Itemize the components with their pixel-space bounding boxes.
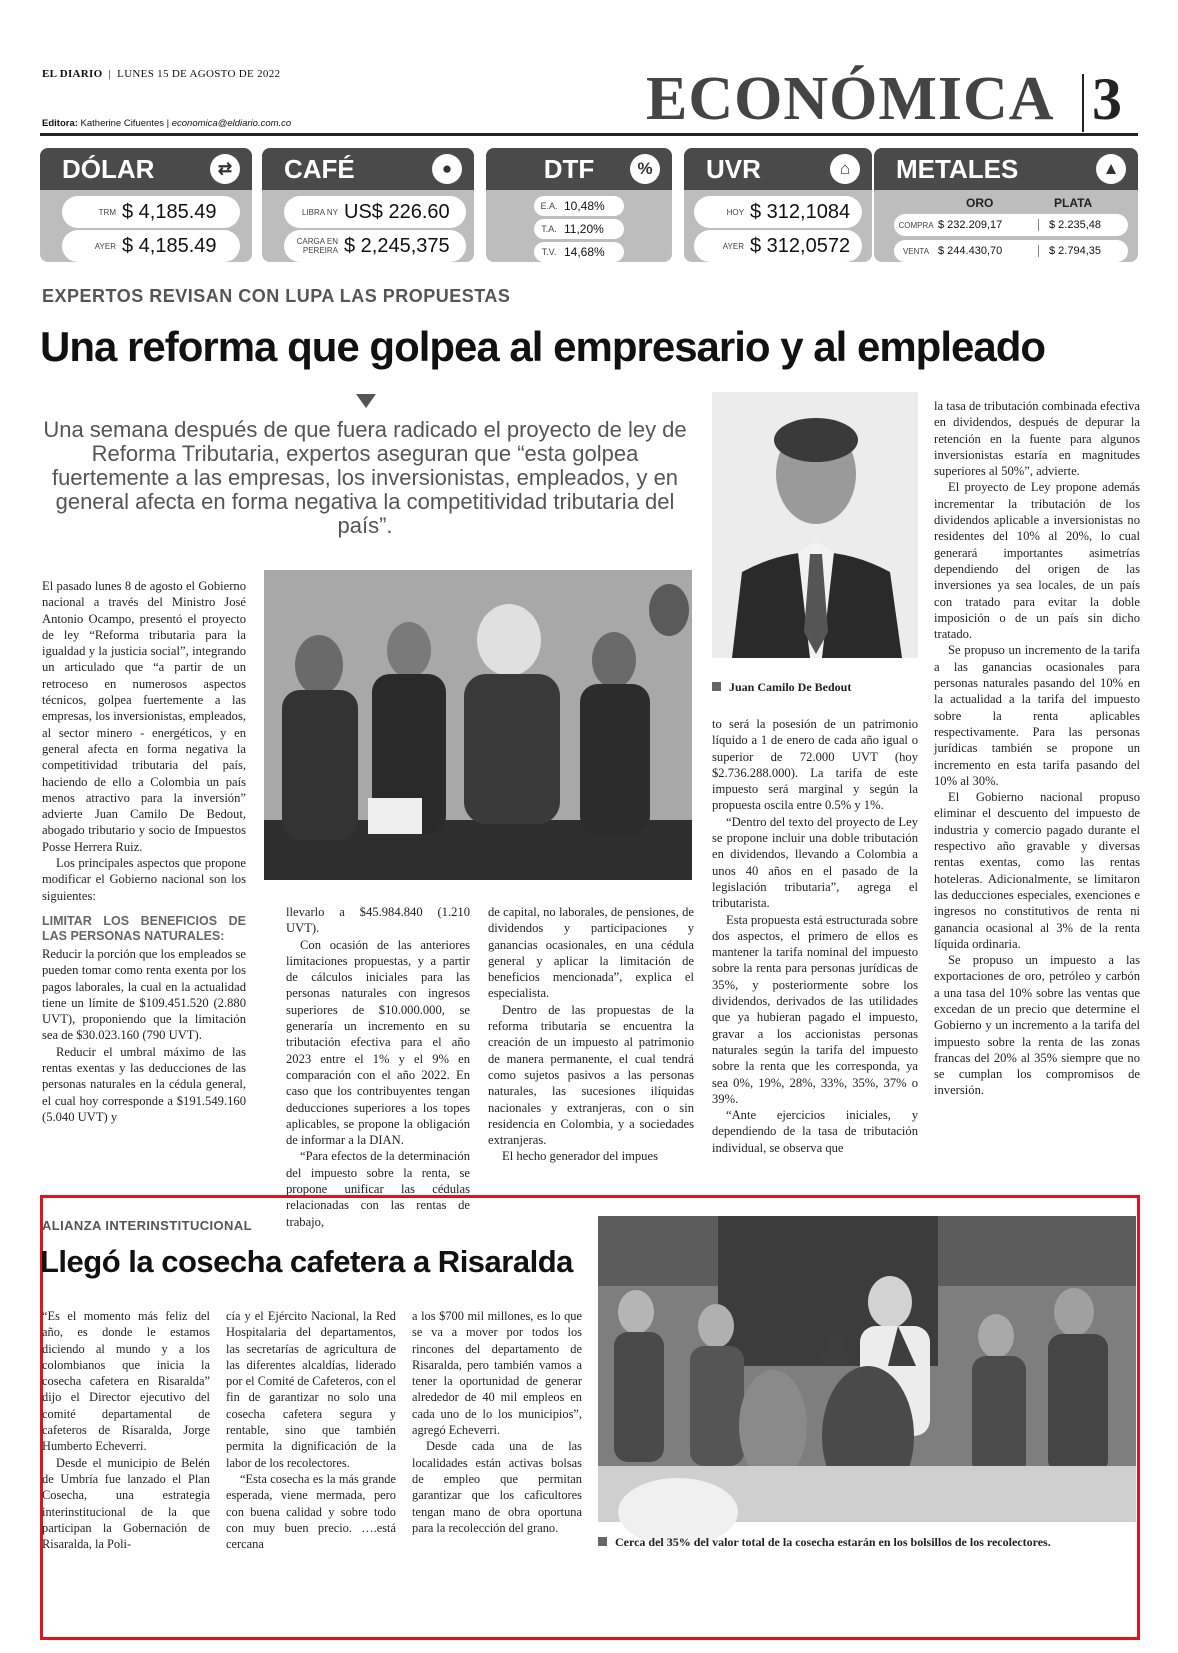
dolar-ayer-value: $ 4,185.49 bbox=[122, 234, 217, 257]
main-paragraph: Se propuso un impuesto a las exportaciones de oro, petróleo y carbón a una tasa del 10% sobre las ventas que excedan de un precio que determine el Gobierno y un incremento a la tarifa del impuesto sobre la renta de las zonas francas del 20% al 35% siempre que no se cumplan los compromisos de inversión. bbox=[934, 953, 1140, 1098]
editor-email-link[interactable]: economica@eldiario.com.co bbox=[171, 118, 292, 129]
dtf-row-ea bbox=[534, 196, 624, 216]
dolar-title: DÓLAR bbox=[62, 154, 155, 184]
metales-venta-oro: $ 244.430,70 bbox=[938, 245, 1003, 257]
main-paragraph: to será la posesión de un patrimonio líquido a 1 de enero de cada año igual o superior de 72.000 UVT (hoy $2.736.288.000). La tarifa de este impuesto será marginal y según la propuesta oscila entre 0.5% y 1%. bbox=[712, 717, 918, 813]
metales-row-compra bbox=[894, 214, 1128, 236]
uvr-hoy-label: HOY bbox=[726, 207, 744, 217]
newspaper-name: EL DIARIO bbox=[42, 68, 103, 80]
dolar-trm-value: $ 4,185.49 bbox=[122, 200, 217, 223]
main-paragraph: Reducir el umbral máximo de las rentas exentas y las deducciones de las personas naturales en la cédula general, el cual hoy corresponde a $191.549.160 (5.040 UVT) y bbox=[42, 1044, 246, 1124]
coffee-bean-icon: ● bbox=[432, 154, 462, 184]
main-kicker: EXPERTOS REVISAN CON LUPA LAS PROPUESTAS bbox=[42, 286, 511, 306]
dolar-ayer-label: AYER bbox=[94, 241, 116, 251]
page-number: 3 bbox=[1092, 66, 1122, 132]
issue-date: LUNES 15 DE AGOSTO DE 2022 bbox=[117, 68, 281, 80]
portrait-photo bbox=[712, 392, 918, 658]
main-column-5 bbox=[934, 398, 1140, 1198]
dolar-trm-label: TRM bbox=[98, 207, 116, 217]
metales-title: METALES bbox=[896, 154, 1019, 184]
main-column-4 bbox=[712, 716, 918, 1198]
harvest-photo-caption-text: Cerca del 35% del valor total de la cosecha estarán en los bolsillos de los recolectores. bbox=[615, 1535, 1051, 1549]
main-paragraph: de capital, no laborales, de pensiones, de dividendos y participaciones y ganancias ocasionales, en una cédula general y aplicar la limitación de beneficios mencionada”, explica el especialista. bbox=[488, 905, 694, 1001]
main-paragraph: Esta propuesta está estructurada sobre dos aspectos, el primero de ellos es mantener la tarifa nominal del impuesto sobre la renta para personas jurídicas de 35%, y posteriormente sobre los dividendos, derivados de las utilidades que ya hubieran pagado el impuesto, gravar a los accionistas personas naturales según la tarifa del impuesto sobre la renta que les corresponda, ya sea 0%, 19%, 28%, 33%, 35%, 37% o 39%. bbox=[712, 912, 918, 1106]
main-paragraph: El pasado lunes 8 de agosto el Gobierno nacional a través del Ministro José Antonio Ocampo, presentó el proyecto de ley “Reforma tributaria para la igualdad y la justicia social”, integrando un articulado que “a partir de un retroceso en numerosos aspectos técnicos, golpea fuertemente a las empresas, los inversionistas, empleados, al sector minero - energéticos, y en general afecta en forma negativa la competitividad tributaria del país, haciendo de ello a Colombia un país menos atractivo para la inversión” advierte Juan Camilo De Bedout, abogado tributario y socio de Impuestos Posse Herrera Ruiz. bbox=[42, 579, 246, 854]
second-headline: Llegó la cosecha cafetera a Risaralda bbox=[40, 1244, 573, 1279]
portrait-photo-art bbox=[712, 392, 918, 658]
metales-oro-header: ORO bbox=[966, 196, 994, 210]
reform-signing-photo bbox=[264, 570, 692, 880]
main-paragraph: la tasa de tributación combinada efectiva en dividendos, después de depurar la retención en la fuente para algunos inversionistas estaría en magnitudes superiores al 50%”, advierte. bbox=[934, 399, 1140, 479]
second-paragraph: a los $700 mil millones, es lo que se va a mover por todos los rincones del departamento de Risaralda, pero también vamos a tener la oportunidad de generar alrededor de 40 mil empleos en cada uno de lo los municipios”, agregó Echeverri. bbox=[412, 1309, 582, 1438]
main-headline: Una reforma que golpea al empresario y al empleado bbox=[40, 323, 1046, 370]
editor-label: Editora: bbox=[42, 118, 78, 129]
main-paragraph: Con ocasión de las anteriores limitaciones propuestas, y a partir de cálculos iniciales para las personas naturales con ingresos superiores de $10.000.000, se generaría un incremento en su tributación efectiva para el año 2023 entre el 1% y el 9% en comparación con el año 2022. En caso que los contribuyentes tengan deducciones superiores a los topes aplicables, se propone la obligación de informar a la DIAN. bbox=[286, 937, 470, 1148]
harvest-riders-photo-art bbox=[598, 1216, 1136, 1522]
harvest-photo-caption bbox=[598, 1534, 1136, 1550]
cafe-carga-label: CARGA EN PEREIRA bbox=[296, 237, 338, 255]
dolar-row-ayer bbox=[62, 230, 240, 262]
metales-venta-label: VENTA bbox=[902, 246, 930, 256]
main-paragraph: “Para efectos de la determinación del impuesto sobre la renta, se propone unificar las cédulas relacionadas con las rentas de trabajo, bbox=[286, 1149, 470, 1229]
dtf-ea-label: E.A. bbox=[540, 201, 558, 211]
main-paragraph: El proyecto de Ley propone además incrementar la tributación de los dividendos aplicable a inversionistas no residentes del 10% al 20%, lo cual generará importantes asimetrías dependiendo del origen de las inversiones ya sea locales, de un país con tratado para evitar la doble imposición o de un país sin dicho tratado. bbox=[934, 480, 1140, 642]
uvr-hoy-value: $ 312,1084 bbox=[750, 200, 851, 223]
uvr-ayer-value: $ 312,0572 bbox=[750, 234, 851, 257]
main-column-1 bbox=[42, 578, 246, 1198]
harvest-riders-photo bbox=[598, 1216, 1136, 1522]
cafe-carga-value: $ 2,245,375 bbox=[344, 234, 450, 257]
portrait-caption-text: Juan Camilo De Bedout bbox=[729, 680, 852, 694]
metales-compra-oro: $ 232.209,17 bbox=[938, 219, 1003, 231]
second-kicker: ALIANZA INTERINSTITUCIONAL bbox=[42, 1218, 252, 1233]
metales-compra-label: COMPRA bbox=[898, 220, 934, 230]
metales-venta-plata: $ 2.794,35 bbox=[1038, 245, 1118, 257]
metales-compra-plata: $ 2.235,48 bbox=[1038, 219, 1118, 231]
masthead-date-line: EL DIARIO | LUNES 15 DE AGOSTO DE 2022 bbox=[42, 68, 281, 80]
section-title: ECONÓMICA bbox=[646, 65, 1055, 133]
cafe-row-carga bbox=[284, 230, 466, 262]
second-paragraph: Desde cada una de las localidades están activas bolsas de empleo que permitan garantizar que los caficultores tengan mano de obra oportuna para la recolección del grano. bbox=[412, 1439, 582, 1535]
cafe-row-libra bbox=[284, 196, 466, 228]
percent-icon: % bbox=[630, 154, 660, 184]
main-paragraph: llevarlo a $45.984.840 (1.210 UVT). bbox=[286, 905, 470, 936]
dolar-header bbox=[40, 148, 252, 190]
main-paragraph: El Gobierno nacional propuso eliminar el descuento del impuesto de industria y comercio pagado durante el respectivo año gravable y diversas rentas exentas, como las rentas hoteleras. Adicionalmente, se limitaron las deducciones especiales, exenciones e ingresos no constitutivos de renta ni ganancia ocasional al 3% de la renta líquida ordinaria. bbox=[934, 790, 1140, 951]
second-paragraph: cía y el Ejército Nacional, la Red Hospitalaria del departamentos, las secretarías de agricultura de las diferentes alcaldías, liderado por el Comité de Cafeteros, con el fin de garantizar no solo una cosecha cafetera segura y rentable, sino que también permita la dignificación de la labor de los recolectores. bbox=[226, 1309, 396, 1470]
portrait-caption bbox=[712, 680, 851, 695]
second-paragraph: “Esta cosecha es la más grande esperada, viene mermada, pero con buena calidad y sobre todo con muy buen precio. ….está cercana bbox=[226, 1471, 396, 1552]
main-paragraph: El hecho generador del impues bbox=[502, 1149, 658, 1164]
dtf-ea-value: 10,48% bbox=[564, 199, 605, 213]
gold-bars-icon: ▲ bbox=[1096, 154, 1126, 184]
dtf-row-tv bbox=[534, 242, 624, 262]
editor-line: Editora: Katherine Cifuentes | economica@eldiario.com.co bbox=[42, 118, 292, 129]
main-paragraph: Los principales aspectos que propone modificar el Gobierno nacional son los siguientes: bbox=[42, 856, 246, 903]
caption-square-icon bbox=[712, 682, 721, 691]
main-paragraph: Reducir la porción que los empleados se pueden tomar como renta exenta por los pagos laborales, la cual en la actualidad tiene un límite de $109.451.520 (2.880 UVT), proponiendo que la limitación sea de $30.023.160 (790 UVT). bbox=[42, 946, 246, 1043]
cafe-libra-label: LIBRA NY bbox=[301, 207, 338, 217]
cafe-title: CAFÉ bbox=[284, 154, 355, 184]
metales-header bbox=[874, 148, 1138, 190]
main-paragraph: Se propuso un incremento de la tarifa a las ganancias ocasionales para personas naturales pasando del 10% en la actualidad a la tarifa del impuesto sobre la renta aplicables respectivamente. Para las personas jurídicas también se propone un incremento en esta tarifa pasando del 10% al 30%. bbox=[934, 643, 1140, 788]
masthead-rule bbox=[40, 133, 1138, 136]
dolar-indicator bbox=[40, 148, 252, 262]
main-column-2 bbox=[286, 904, 470, 1229]
dolar-row-trm bbox=[62, 196, 240, 228]
dtf-tv-value: 14,68% bbox=[564, 245, 605, 259]
dtf-title: DTF bbox=[543, 154, 595, 184]
second-column-2 bbox=[226, 1308, 396, 1594]
dtf-row-ta bbox=[534, 219, 624, 239]
second-column-1 bbox=[42, 1308, 210, 1594]
metales-row-venta bbox=[894, 240, 1128, 262]
cafe-header bbox=[262, 148, 474, 190]
dtf-tv-label: T.V. bbox=[541, 247, 557, 257]
second-paragraph: Desde el municipio de Belén de Umbría fue lanzado el Plan Cosecha, una estrategia interinstitucional de la que participan la Gobernación de Risaralda, la Poli- bbox=[42, 1455, 210, 1552]
uvr-header bbox=[684, 148, 872, 190]
editor-name: Katherine Cifuentes bbox=[80, 118, 164, 129]
reform-signing-photo-art bbox=[264, 570, 692, 880]
cafe-indicator bbox=[262, 148, 474, 262]
cafe-libra-value: US$ 226.60 bbox=[344, 200, 450, 223]
house-icon: ⌂ bbox=[830, 154, 860, 184]
dtf-header bbox=[486, 148, 672, 190]
main-paragraph: “Ante ejercicios iniciales, y dependiendo de la tasa de tributación individual, se observa que bbox=[712, 1108, 918, 1155]
main-paragraph: Dentro de las propuestas de la reforma tributaria se encuentra la creación de un impuesto al patrimonio de manera permanente, el cual tendrá como sujetos pasivos a las personas naturales, las sucesiones ilíquidas nacionales y extranjeras, con o sin residencia en Colombia, y a sociedades extranjeras. bbox=[488, 1002, 694, 1148]
uvr-row-hoy bbox=[694, 196, 862, 228]
main-column-3 bbox=[488, 904, 694, 1198]
second-paragraph: “Es el momento más feliz del año, es donde le estamos diciendo al mundo y a los colombianos que inicia la cosecha cafetera en Risaralda” dijo el Director ejecutivo del comité departamental de cafeteros de Risaralda, Jorge Humberto Echeverri. bbox=[42, 1309, 210, 1454]
main-paragraph: “Dentro del texto del proyecto de Ley se propone incluir una doble tributación en dividendos, llevando a Colombia a unos 40 años en el pasado de la legislación tributaria”, agrega el tributarista. bbox=[712, 814, 918, 911]
second-column-3 bbox=[412, 1308, 582, 1594]
section-divider bbox=[1082, 74, 1084, 132]
deck-arrow-icon bbox=[356, 394, 376, 408]
uvr-row-ayer bbox=[694, 230, 862, 262]
caption-square-icon bbox=[598, 1537, 607, 1546]
uvr-ayer-label: AYER bbox=[722, 241, 744, 251]
dtf-indicator bbox=[486, 148, 672, 262]
uvr-indicator bbox=[684, 148, 872, 262]
exchange-icon: ⇄ bbox=[210, 154, 240, 184]
metales-plata-header: PLATA bbox=[1054, 196, 1093, 210]
uvr-title: UVR bbox=[706, 154, 761, 184]
metales-indicator bbox=[874, 148, 1138, 262]
dtf-ta-label: T.A. bbox=[541, 224, 557, 234]
dtf-ta-value: 11,20% bbox=[564, 222, 604, 236]
main-deck: Una semana después de que fuera radicado el proyecto de ley de Reforma Tributaria, expertos aseguran que “esta golpea fuertemente a las empresas, los inversionistas, empleados, y en general afecta en forma negativa la competitividad tributaria del país”. bbox=[43, 417, 687, 538]
main-subheading: LIMITAR LOS BENEFICIOS DE LAS PERSONAS NATURALES: bbox=[42, 913, 246, 943]
